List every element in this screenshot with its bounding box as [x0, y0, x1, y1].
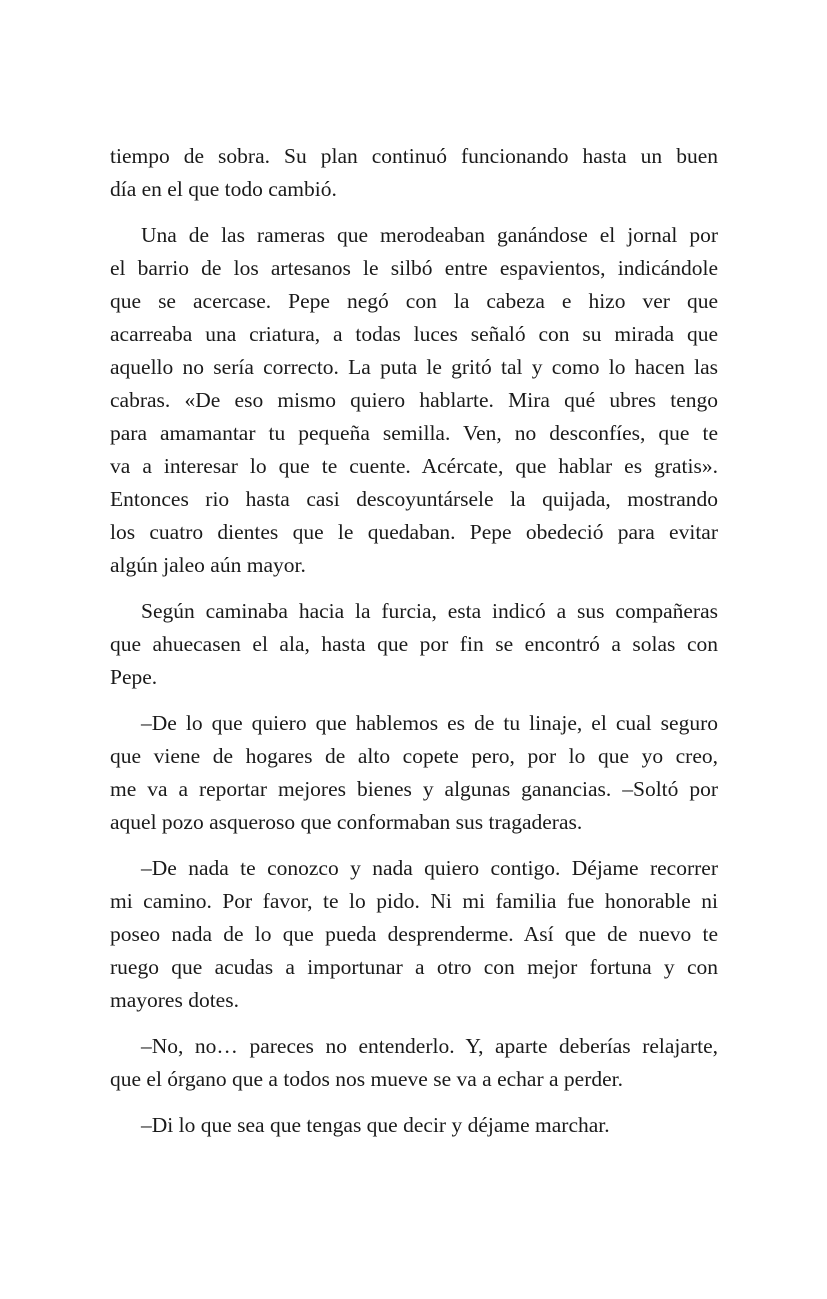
text-line: –De nada te conozco y nada quiero contigo. Déjame recorrer: [141, 856, 718, 880]
text-line: Según caminaba hacia la furcia, esta indicó a sus compañeras: [141, 599, 718, 623]
text-line: –No, no… pareces no entenderlo. Y, aparte deberías relajarte,: [141, 1034, 718, 1058]
text-line: que viene de hogares de alto copete pero, por lo que yo creo,: [110, 744, 718, 768]
paragraph-4: [110, 707, 718, 839]
page-body: [110, 140, 718, 1155]
text-line: Pepe.: [110, 665, 158, 689]
text-line: día en el que todo cambió.: [110, 177, 337, 201]
text-line: mi camino. Por favor, te lo pido. Ni mi familia fue honorable ni: [110, 889, 718, 913]
paragraph-3: [110, 595, 718, 694]
text-line: –Di lo que sea que tengas que decir y déjame marchar.: [141, 1113, 610, 1137]
text-line: aquel pozo asqueroso que conformaban sus tragaderas.: [110, 810, 583, 834]
text-line: va a interesar lo que te cuente. Acércate, que hablar es gratis».: [110, 454, 718, 478]
paragraph-6: [110, 1030, 718, 1096]
text-line: poseo nada de lo que pueda desprenderme. Así que de nuevo te: [110, 922, 718, 946]
text-line: los cuatro dientes que le quedaban. Pepe obedeció para evitar: [110, 520, 718, 544]
text-line: aquello no sería correcto. La puta le gritó tal y como lo hacen las: [110, 355, 718, 379]
text-line: tiempo de sobra. Su plan continuó funcionando hasta un buen: [110, 144, 718, 168]
paragraph-5: [110, 852, 718, 1017]
text-line: acarreaba una criatura, a todas luces señaló con su mirada que: [110, 322, 718, 346]
text-line: –De lo que quiero que hablemos es de tu linaje, el cual seguro: [141, 711, 718, 735]
paragraph-1: [110, 140, 718, 206]
text-line: Una de las rameras que merodeaban ganándose el jornal por: [141, 223, 718, 247]
paragraph-2: [110, 219, 718, 582]
paragraph-7: [110, 1109, 718, 1142]
text-line: Entonces rio hasta casi descoyuntársele la quijada, mostrando: [110, 487, 718, 511]
text-line: que se acercase. Pepe negó con la cabeza e hizo ver que: [110, 289, 718, 313]
text-line: para amamantar tu pequeña semilla. Ven, no desconfíes, que te: [110, 421, 718, 445]
text-line: mayores dotes.: [110, 988, 239, 1012]
text-line: que ahuecasen el ala, hasta que por fin se encontró a solas con: [110, 632, 718, 656]
text-line: el barrio de los artesanos le silbó entre espavientos, indicándole: [110, 256, 718, 280]
text-line: que el órgano que a todos nos mueve se va a echar a perder.: [110, 1067, 624, 1091]
text-line: algún jaleo aún mayor.: [110, 553, 306, 577]
text-line: cabras. «De eso mismo quiero hablarte. Mira qué ubres tengo: [110, 388, 718, 412]
text-line: me va a reportar mejores bienes y algunas ganancias. –Soltó por: [110, 777, 718, 801]
text-line: ruego que acudas a importunar a otro con mejor fortuna y con: [110, 955, 718, 979]
